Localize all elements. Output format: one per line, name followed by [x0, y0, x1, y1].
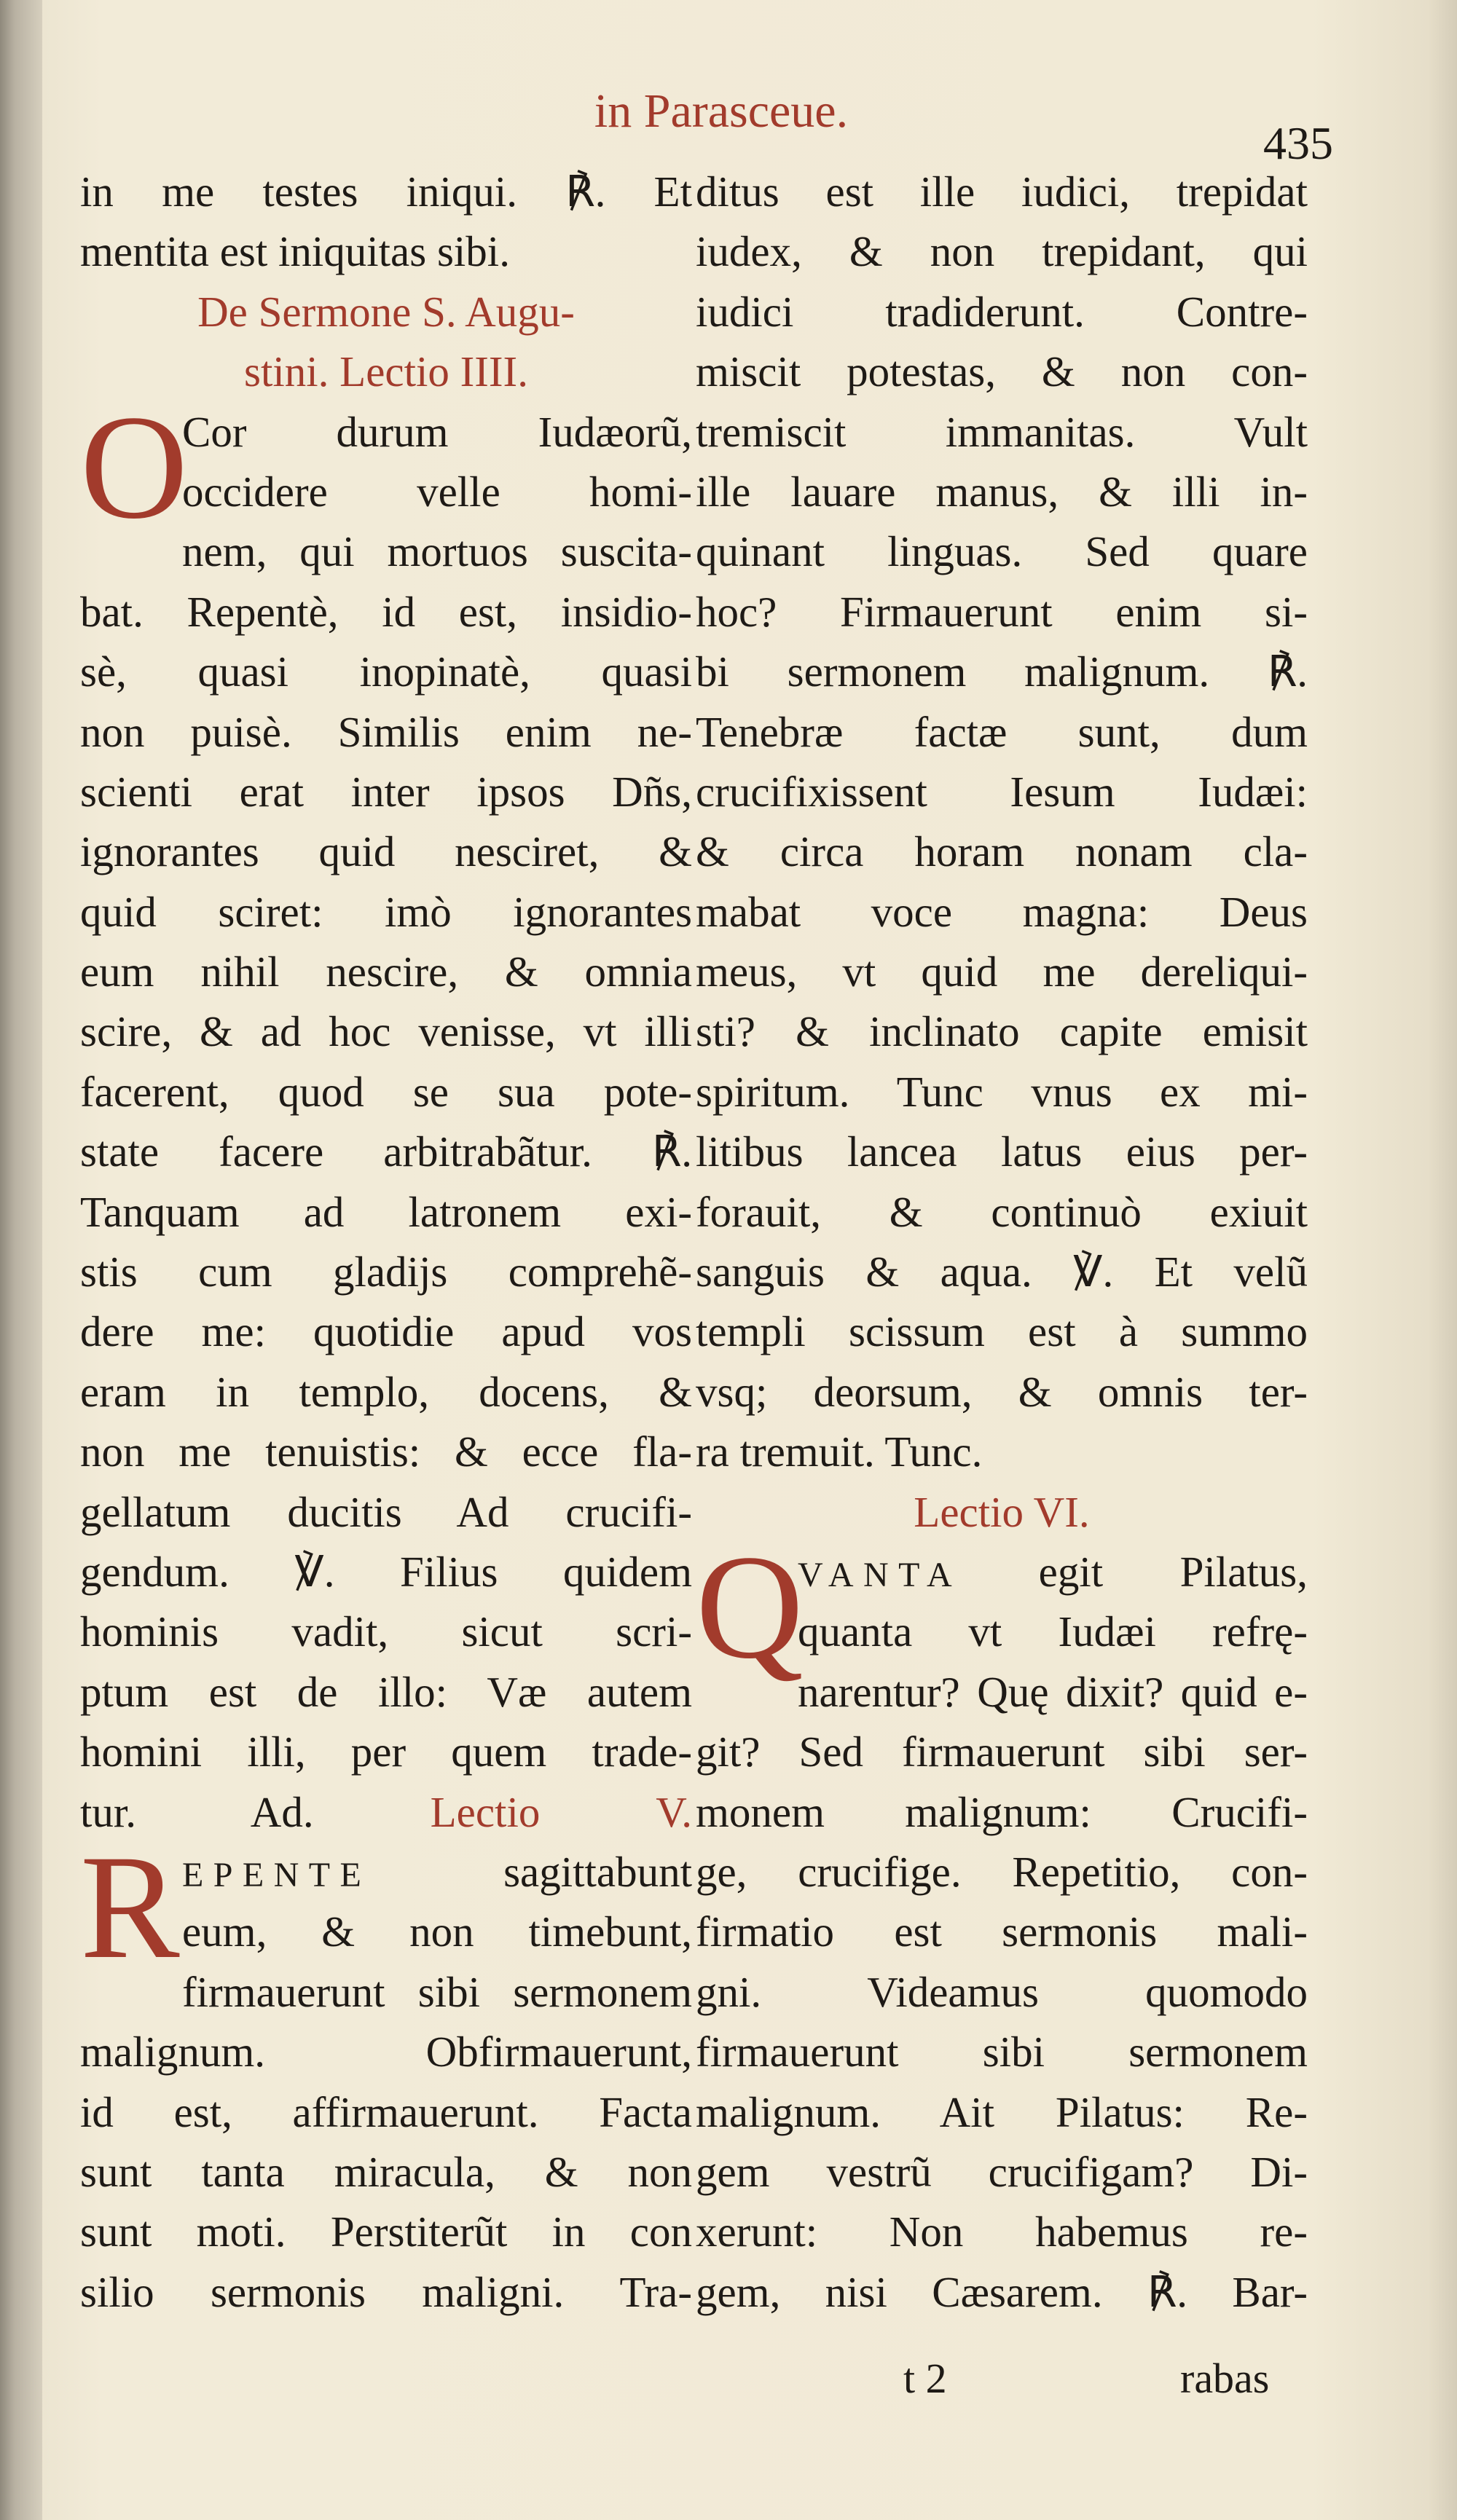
page-number: 435: [1263, 117, 1333, 169]
text-line: [182, 1842, 692, 1902]
text-line: eram in templo, docens, &: [80, 1367, 692, 1416]
text-line: Cor durum Iudæorũ,: [182, 407, 692, 456]
text-line: ra tremuit. Tunc.: [696, 1428, 983, 1476]
text-line: stis cum gladijs comprehẽ-: [80, 1248, 692, 1296]
small-caps-word: VANTA: [798, 1555, 962, 1594]
page-gutter-shadow: [0, 0, 42, 2520]
text-line: sti? & inclinato capite emisit: [696, 1007, 1308, 1056]
text-line: hoc? Firmauerunt enim si-: [696, 587, 1308, 636]
text-line: id est, affirmauerunt. Facta: [80, 2087, 692, 2136]
text-fragment: tur. Ad.: [80, 1787, 314, 1836]
lectio-vi-body: [696, 1662, 1308, 2322]
text-line: homini illi, per quem trade-: [80, 1728, 692, 1776]
text-line: eum nihil nescire, & omnia: [80, 948, 692, 996]
text-line: [80, 1782, 692, 1842]
text-line: in me testes iniqui. ℟. Et: [80, 168, 692, 216]
text-line: malignum. Obfirmauerunt,: [80, 2028, 692, 2076]
text-line: miscit potestas, & non con-: [696, 347, 1308, 396]
lectio-iiii-body: [80, 521, 692, 1781]
lectio-v-continuation: [696, 162, 1308, 1482]
text-line: tremiscit immanitas. Vult: [696, 407, 1308, 456]
text-line: gni. Videamus quomodo: [696, 1967, 1308, 2016]
text-line: scire, & ad hoc venisse, vt illi: [80, 1007, 692, 1056]
text-line: ditus est ille iudici, trepidat: [696, 168, 1308, 216]
text-line: non puisè. Similis enim ne-: [80, 707, 692, 756]
text-line: vsq; deorsum, & omnis ter-: [696, 1367, 1308, 1416]
text-line: sunt tanta miracula, & non: [80, 2147, 692, 2196]
text-line: gem, nisi Cæsarem. ℟. Bar-: [696, 2267, 1308, 2316]
text-line: ptum est de illo: Væ autem: [80, 1667, 692, 1716]
text-line: narentur? Quę dixit? quid e-: [798, 1667, 1308, 1716]
text-line: spiritum. Tunc vnus ex mi-: [696, 1067, 1308, 1116]
text-line: sunt moti. Perstiterũt in con: [80, 2208, 692, 2256]
text-line: facerent, quod se sua pote-: [80, 1067, 692, 1116]
text-line: git? Sed firmauerunt sibi ser-: [696, 1728, 1308, 1776]
text-line: [798, 1542, 1308, 1602]
text-line: mentita est iniquitas sibi.: [80, 227, 510, 276]
text-line: firmauerunt sibi sermonem: [182, 1967, 692, 2016]
text-line: dere me: quotidie apud vos: [80, 1307, 692, 1356]
text-line: Tenebræ factæ sunt, dum: [696, 707, 1308, 756]
section-heading: De Sermone S. Augu-: [197, 287, 575, 336]
text-line: state facere arbitrabãtur. ℟.: [80, 1127, 692, 1176]
left-column: [80, 162, 692, 2322]
running-title: in Parasceue.: [594, 84, 849, 138]
text-line: monem malignum: Crucifi-: [696, 1787, 1308, 1836]
text-fragment: egit Pilatus,: [1038, 1547, 1308, 1596]
text-line: firmatio est sermonis mali-: [696, 1907, 1308, 1956]
text-line: ge, crucifige. Repetitio, con-: [696, 1847, 1308, 1896]
text-line: malignum. Ait Pilatus: Re-: [696, 2087, 1308, 2136]
text-line: ignorantes quid nesciret, &: [80, 827, 692, 876]
text-line: iudici tradiderunt. Contre-: [696, 287, 1308, 336]
drop-capital: O: [80, 384, 189, 550]
right-column: [696, 162, 1308, 2322]
text-line: crucifixissent Iesum Iudæi:: [696, 767, 1308, 816]
text-line: xerunt: Non habemus re-: [696, 2208, 1308, 2256]
lectio-iiii-paragraph: [80, 384, 692, 1782]
text-line: forauit, & continuò exiuit: [696, 1187, 1308, 1236]
text-line: non me tenuistis: & ecce fla-: [80, 1428, 692, 1476]
text-line: templi scissum est à summo: [696, 1307, 1308, 1356]
drop-capital: Q: [696, 1524, 804, 1690]
text-line: & circa horam nonam cla-: [696, 827, 1308, 876]
text-line: mabat voce magna: Deus: [696, 887, 1308, 936]
lectio-v-body: [80, 1962, 692, 2322]
text-line: sanguis & aqua. ℣. Et velũ: [696, 1248, 1308, 1296]
text-line: scienti erat inter ipsos Dñs,: [80, 767, 692, 816]
text-line: nem, qui mortuos suscita-: [182, 527, 692, 576]
signature-mark: t 2: [903, 2355, 947, 2402]
text-line: eum, & non timebunt,: [182, 1907, 692, 1956]
text-line: iudex, & non trepidant, qui: [696, 227, 1308, 276]
lectio-heading: Lectio V.: [430, 1787, 692, 1836]
text-line: hominis vadit, sicut scri-: [80, 1607, 692, 1656]
text-line: silio sermonis maligni. Tra-: [80, 2267, 692, 2316]
text-line: quinant linguas. Sed quare: [696, 527, 1308, 576]
text-line: meus, vt quid me dereliqui-: [696, 948, 1308, 996]
text-line: quid sciret: imò ignorantes: [80, 887, 692, 936]
text-line: Tanquam ad latronem exi-: [80, 1187, 692, 1236]
text-line: firmauerunt sibi sermonem: [696, 2028, 1308, 2076]
text-line: gendum. ℣. Filius quidem: [80, 1547, 692, 1596]
text-fragment: sagittabunt: [503, 1847, 692, 1896]
text-line: bat. Repentè, id est, insidio-: [80, 587, 692, 636]
lectio-heading: Lectio VI.: [914, 1487, 1090, 1536]
text-line: gellatum ducitis Ad crucifi-: [80, 1487, 692, 1536]
drop-capital: R: [80, 1824, 180, 1990]
text-line: litibus lancea latus eius per-: [696, 1127, 1308, 1176]
text-line: sè, quasi inopinatè, quasi: [80, 647, 692, 696]
text-line: quanta vt Iudæi refrę-: [798, 1607, 1308, 1656]
section-heading: stini. Lectio IIII.: [244, 347, 528, 396]
text-line: gem vestrũ crucifigam? Di-: [696, 2147, 1308, 2196]
text-line: ille lauare manus, & illi in-: [696, 467, 1308, 516]
lectio-vi-paragraph: [696, 1524, 1308, 2322]
small-caps-word: EPENTE: [182, 1855, 372, 1894]
text-line: occidere velle homi-: [182, 467, 692, 516]
catchword: rabas: [1180, 2355, 1270, 2402]
text-line: bi sermonem malignum. ℟.: [696, 647, 1308, 696]
lectio-v-paragraph: [80, 1824, 692, 2322]
